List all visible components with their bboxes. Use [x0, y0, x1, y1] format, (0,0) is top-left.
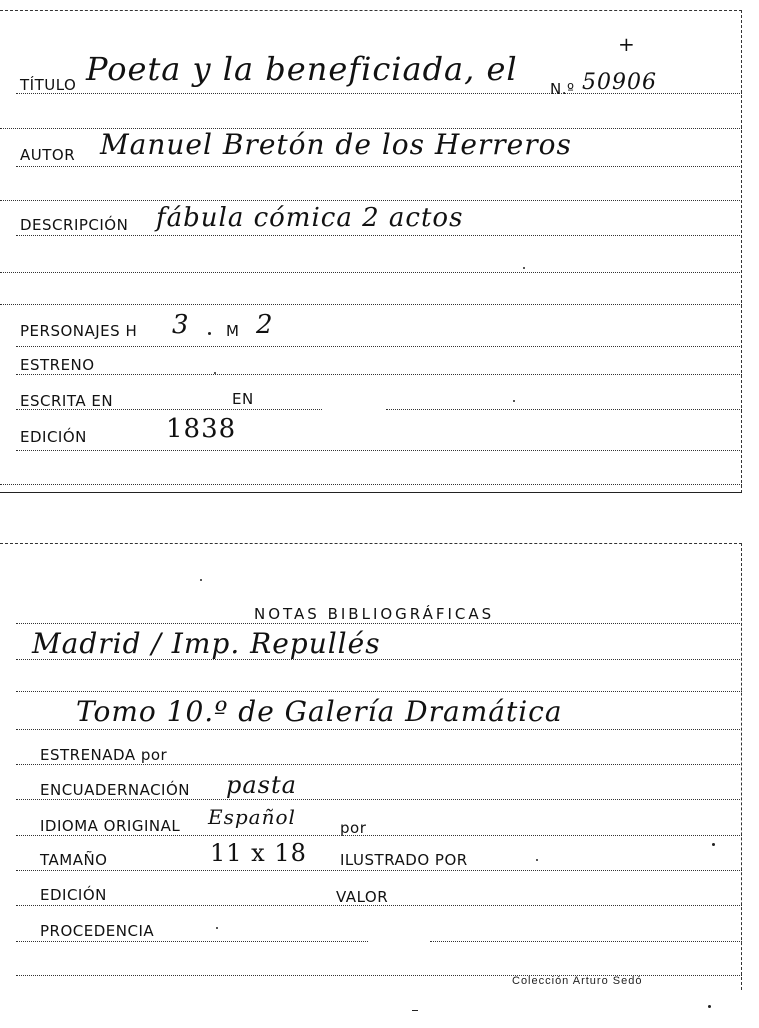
rule-tamano	[16, 870, 742, 871]
ink-speck	[536, 859, 538, 861]
rule-titulo	[16, 93, 742, 94]
idioma-por-label: por	[340, 819, 367, 837]
coleccion-label: Colección Arturo Sedó	[512, 975, 643, 987]
personajes-m-value: 2	[256, 310, 274, 340]
ink-speck	[208, 332, 211, 335]
rule-estreno	[16, 374, 742, 375]
catalog-card-front	[0, 10, 742, 493]
ink-speck	[523, 267, 525, 269]
ink-speck	[216, 927, 218, 929]
notas-heading: NOTAS BIBLIOGRÁFICAS	[254, 605, 495, 623]
estreno-label: ESTRENO	[20, 356, 95, 374]
rule-autor	[16, 166, 742, 167]
card-right-border	[741, 10, 742, 493]
personajes-m-label: M	[226, 322, 240, 340]
estrenada-label: ESTRENADA por	[40, 746, 168, 764]
rule-personajes	[16, 346, 742, 347]
descripcion-label: DESCRIPCIÓN	[20, 216, 129, 234]
edicion2-label: EDICIÓN	[40, 886, 107, 904]
rule-n1	[16, 659, 742, 660]
idioma-value: Español	[208, 805, 296, 829]
rule-procedencia-left	[16, 941, 368, 942]
ink-speck	[412, 1010, 418, 1011]
numero-label: N.º	[550, 80, 575, 98]
catalog-card-back	[0, 543, 742, 990]
rule-encuadernacion	[16, 799, 742, 800]
numero-value: 50906	[582, 70, 657, 95]
valor-label: VALOR	[336, 888, 389, 906]
titulo-value: Poeta y la beneficiada, el	[86, 50, 518, 88]
encuadernacion-label: ENCUADERNACIÓN	[40, 781, 191, 799]
rule-idioma	[16, 835, 742, 836]
autor-value: Manuel Bretón de los Herreros	[100, 128, 572, 161]
tamano-label: TAMAÑO	[40, 851, 108, 869]
note-line-2: Tomo 10.º de Galería Dramática	[76, 695, 563, 728]
rule-procedencia-right	[430, 941, 742, 942]
tamano-value: 11 x 18	[210, 839, 307, 867]
rule-n2	[16, 691, 742, 692]
descripcion-value: fábula cómica 2 actos	[156, 203, 464, 233]
card-top-border	[0, 10, 742, 11]
personajes-label: PERSONAJES H	[20, 322, 138, 340]
autor-label: AUTOR	[20, 146, 76, 164]
ink-speck	[200, 579, 202, 581]
cross-mark: +	[618, 32, 636, 56]
ilustrado-label: ILUSTRADO POR	[340, 851, 468, 869]
edicion-label: EDICIÓN	[20, 428, 87, 446]
rule-n3	[16, 729, 742, 730]
idioma-label: IDIOMA ORIGINAL	[40, 817, 181, 835]
rule-edicion	[16, 450, 742, 451]
rule-2	[0, 200, 742, 201]
escrita-en-label: EN	[232, 390, 254, 408]
note-line-1: Madrid / Imp. Repullés	[32, 627, 381, 660]
rule-descripcion	[16, 235, 742, 236]
card-bottom-border	[0, 492, 742, 493]
card-right-border	[741, 543, 742, 990]
rule-heading	[16, 623, 742, 624]
rule-edicion2	[16, 905, 742, 906]
ink-speck	[708, 1005, 711, 1008]
card-top-border	[0, 543, 742, 544]
encuadernacion-value: pasta	[226, 771, 297, 799]
personajes-h-value: 3	[172, 310, 190, 340]
rule-escrita-right	[386, 409, 742, 410]
edicion-value: 1838	[166, 414, 237, 444]
rule-5	[0, 484, 742, 485]
ink-speck	[513, 400, 515, 402]
rule-escrita-left	[16, 409, 322, 410]
rule-estrenada	[16, 764, 742, 765]
ink-speck	[712, 843, 715, 846]
ink-speck	[214, 372, 216, 374]
procedencia-label: PROCEDENCIA	[40, 922, 155, 940]
titulo-label: TÍTULO	[20, 76, 77, 94]
escrita-label: ESCRITA EN	[20, 392, 114, 410]
rule-4	[0, 304, 742, 305]
rule-3	[0, 272, 742, 273]
